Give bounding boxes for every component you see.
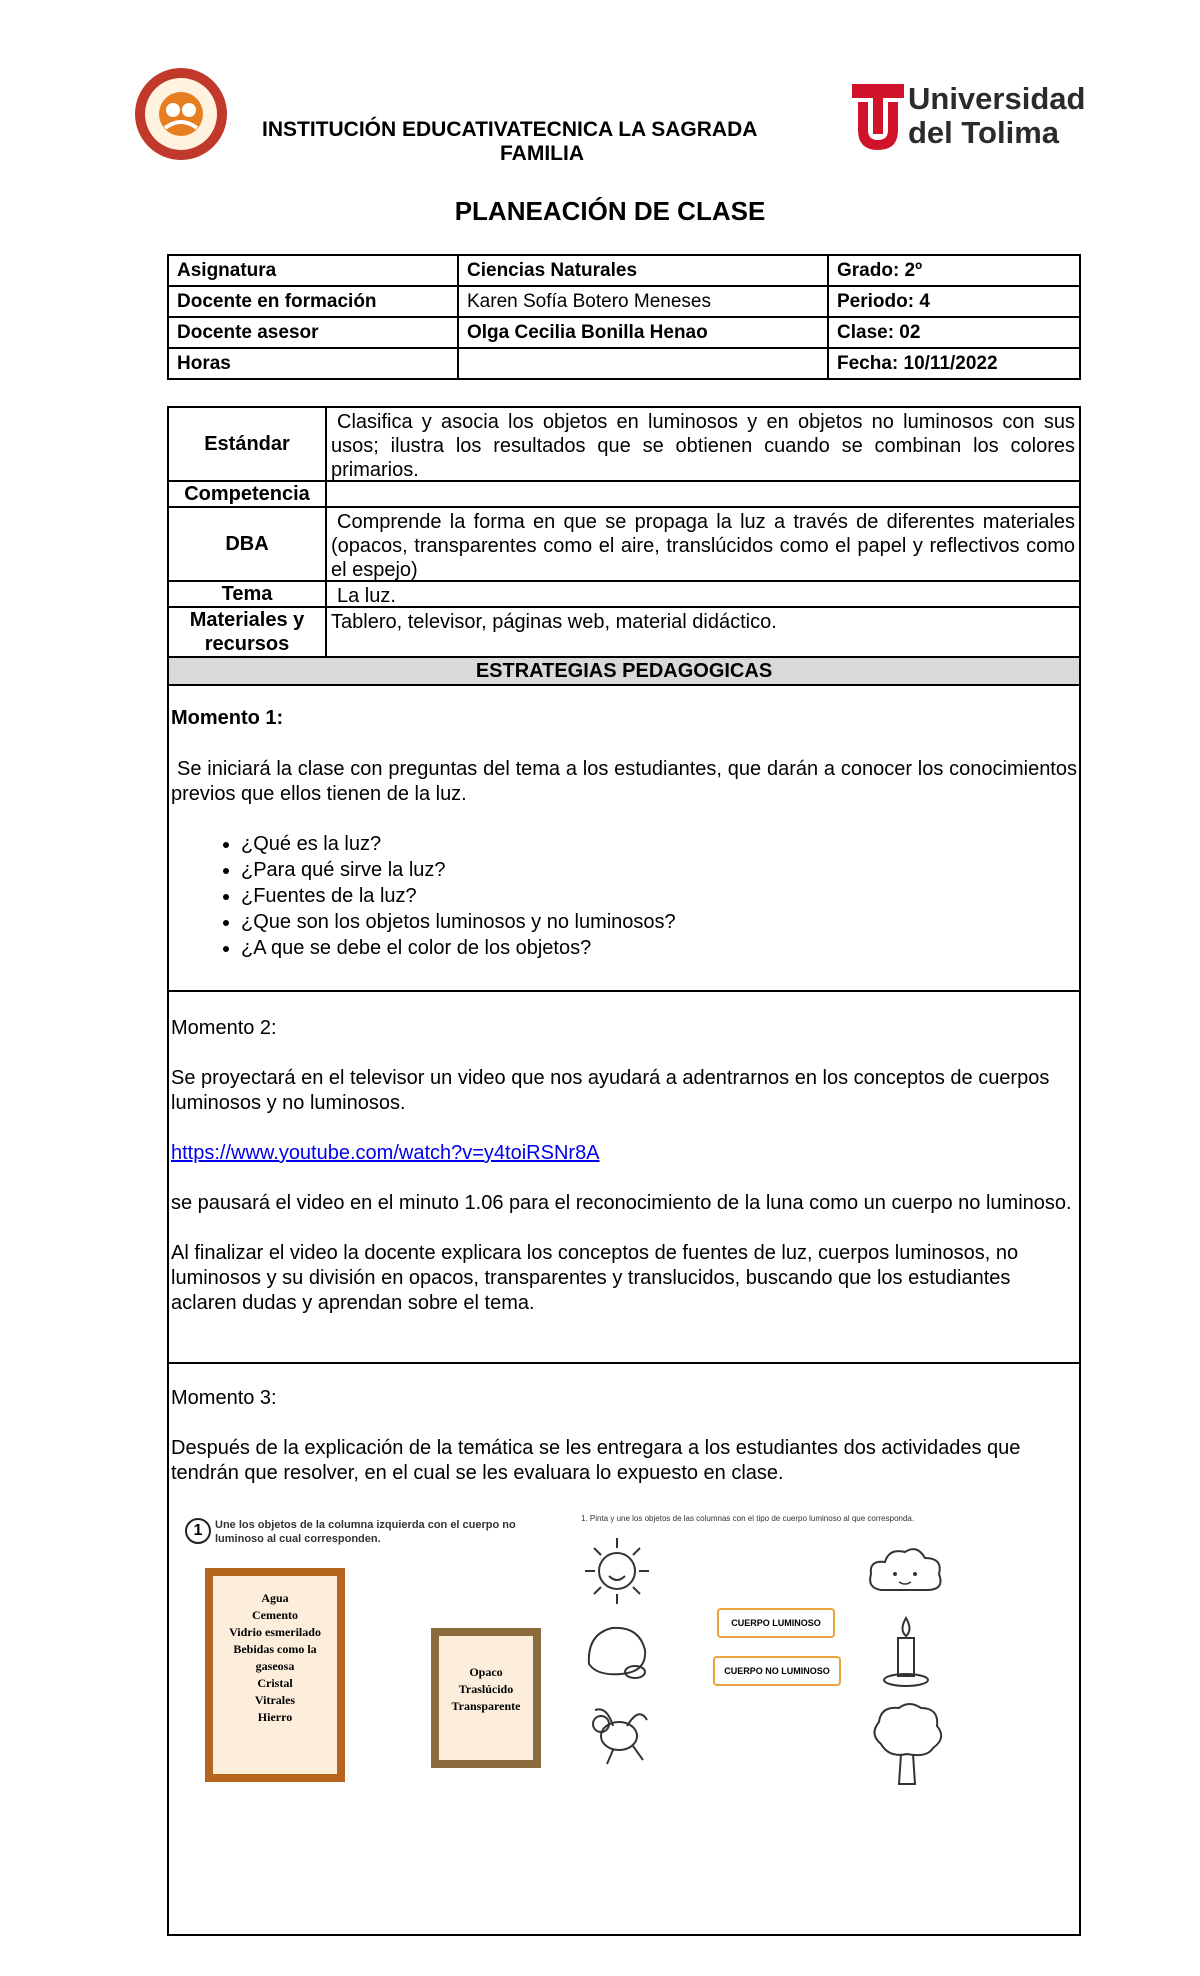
momento-3-title: Momento 3:: [171, 1387, 277, 1409]
firefly-icon: [577, 1696, 657, 1772]
dba-label: DBA: [169, 508, 327, 580]
rock-icon: [577, 1614, 657, 1684]
competencia-label: Competencia: [169, 482, 327, 506]
momento-3-paragraph-1: Después de la explicación de la temática se les entregara a los estudiantes dos actividades que tendrán que resolver, en el cual se les evaluara lo expuesto en clase.: [171, 1437, 1021, 1484]
list-item: Vitrales: [254, 1693, 296, 1707]
horas-label: Horas: [168, 348, 458, 379]
list-item: Traslúcido: [458, 1682, 514, 1696]
momento-2-paragraph-2: se pausará el video en el minuto 1.06 para el reconocimiento de la luna como un cuerpo no luminoso.: [171, 1192, 1072, 1214]
dba-value: Comprende la forma en que se propaga la luz a través de diferentes materiales (opacos, transparentes como el aire, translúcidos como el papel y reflectivos como el espejo): [331, 511, 1075, 581]
momento-2-paragraph-3: Al finalizar el video la docente explicara los conceptos de fuentes de luz, cuerpos luminosos, no luminosos y su división en opacos, transparentes y translucidos, buscando que los estudiantes aclaren dudas y aprendan sobre el tema.: [171, 1242, 1019, 1314]
worksheet-2-instruction: 1. Pinta y une los objetos de las columnas con el tipo de cuerpo luminoso al que corresponda.: [581, 1514, 915, 1523]
cloud-icon: [863, 1540, 947, 1606]
asignatura-value: Ciencias Naturales: [458, 255, 828, 286]
asignatura-label: Asignatura: [168, 255, 458, 286]
list-item: Bebidas como la gaseosa: [233, 1642, 317, 1673]
lesson-plan-table: [167, 406, 1081, 1936]
course-info-table: [167, 254, 1081, 380]
cuerpo-luminoso-box: CUERPO LUMINOSO: [717, 1608, 835, 1638]
estandar-value: Clasifica y asocia los objetos en luminosos y en objetos no luminosos con sus usos; ilustra los resultados que se obtienen cuando se combinan los colores primarios.: [331, 411, 1075, 481]
worksheet-2: [567, 1514, 963, 1804]
page-title: PLANEACIÓN DE CLASE: [454, 196, 766, 226]
momento-2-title: Momento 2:: [171, 1017, 277, 1039]
worksheet-1-options-frame: [431, 1628, 541, 1768]
competencia-value: [327, 482, 1079, 506]
list-item: Cemento: [252, 1608, 298, 1622]
worksheet-1-instruction: Une los objetos de la columna izquierda con el cuerpo no luminoso al cual corresponden.: [215, 1519, 516, 1545]
tema-label: Tema: [169, 582, 327, 606]
worksheet-1-number: 1: [185, 1518, 211, 1544]
list-item: Opaco: [469, 1665, 503, 1679]
strategies-heading: ESTRATEGIAS PEDAGOGICAS: [169, 658, 1079, 686]
momento-1-section: [169, 686, 1079, 992]
momento-3-section: [169, 1364, 1079, 1934]
activity-worksheets: [171, 1510, 1077, 1810]
sun-icon: [577, 1536, 657, 1606]
list-item: Transparente: [451, 1699, 521, 1713]
tema-value: La luz.: [337, 585, 396, 607]
list-item: Hierro: [257, 1710, 293, 1724]
list-item: • ¿Qué es la luz?: [241, 831, 1077, 857]
video-link[interactable]: https://www.youtube.com/watch?v=y4toiRSNr8A: [171, 1142, 600, 1164]
list-item: Cristal: [257, 1676, 293, 1690]
docente-label: Docente en formación: [168, 286, 458, 317]
school-seal-logo: [133, 66, 229, 162]
list-item: • ¿Fuentes de la luz?: [241, 883, 1077, 909]
tree-icon: [867, 1700, 947, 1790]
list-item: Agua: [261, 1591, 289, 1605]
periodo-value: Periodo: 4: [828, 286, 1080, 317]
momento-1-question-list: [171, 831, 1077, 961]
candle-icon: [871, 1614, 941, 1690]
materiales-value: Tablero, televisor, páginas web, material didáctico.: [331, 611, 777, 633]
university-name: Universidad del Tolima: [908, 81, 1086, 150]
momento-1-intro: Se iniciará la clase con preguntas del tema a los estudiantes, que darán a conocer los conocimientos previos que ellos tienen de la luz.: [171, 758, 1077, 805]
institution-name: INSTITUCIÓN EDUCATIVATECNICA LA SAGRADA FAMILIA: [262, 118, 758, 165]
asesor-value: Olga Cecilia Bonilla Henao: [458, 317, 828, 348]
worksheet-1-items-frame: [205, 1568, 345, 1782]
fecha-value: Fecha: 10/11/2022: [828, 348, 1080, 379]
list-item: • ¿Que son los objetos luminosos y no luminosos?: [241, 909, 1077, 935]
horas-value: [458, 348, 828, 379]
docente-value: Karen Sofía Botero Meneses: [458, 286, 828, 317]
university-logo-icon: [852, 84, 904, 154]
asesor-label: Docente asesor: [168, 317, 458, 348]
momento-1-title: Momento 1:: [171, 707, 284, 729]
momento-2-paragraph-1: Se proyectará en el televisor un video que nos ayudará a adentrarnos en los conceptos de cuerpos luminosos y no luminosos.: [171, 1067, 1050, 1114]
worksheet-1: [185, 1518, 565, 1798]
estandar-label: Estándar: [169, 408, 327, 480]
momento-2-section: [169, 992, 1079, 1364]
grado-value: Grado: 2º: [828, 255, 1080, 286]
list-item: Vidrio esmerilado: [229, 1625, 321, 1639]
list-item: • ¿A que se debe el color de los objetos?: [241, 935, 1077, 961]
clase-value: Clase: 02: [828, 317, 1080, 348]
cuerpo-no-luminoso-box: CUERPO NO LUMINOSO: [713, 1656, 841, 1686]
materiales-label: Materiales y recursos: [169, 608, 327, 656]
list-item: • ¿Para qué sirve la luz?: [241, 857, 1077, 883]
